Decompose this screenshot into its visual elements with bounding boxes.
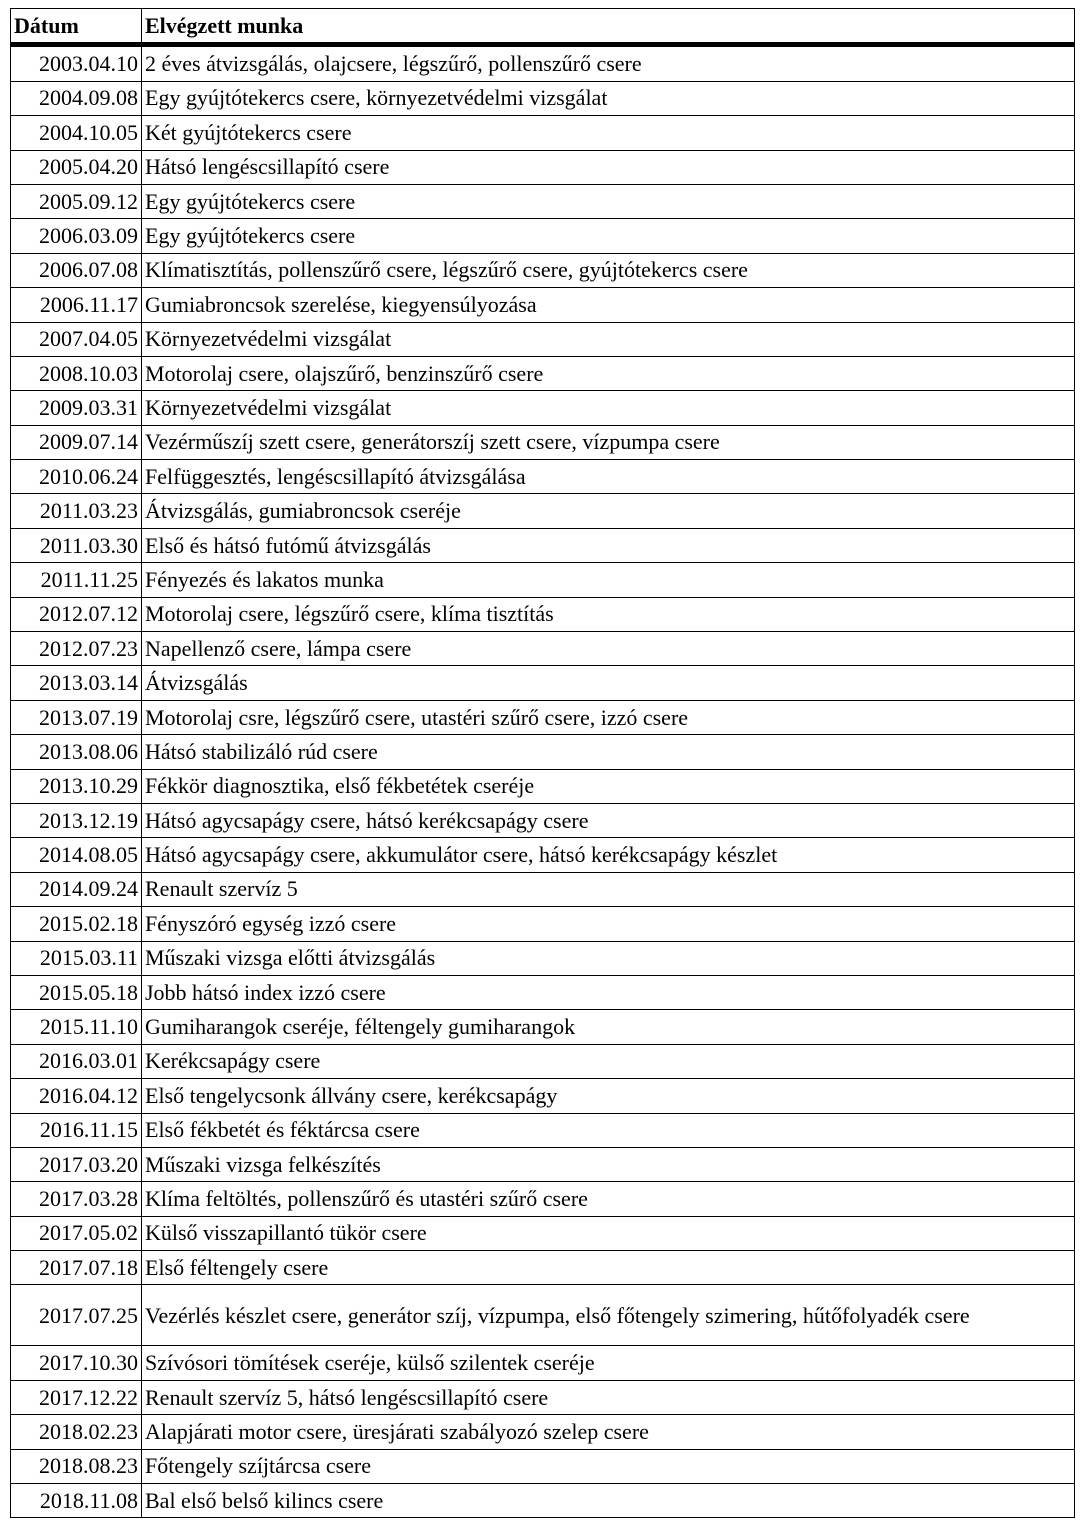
cell-work: Hátsó lengéscsillapító csere	[142, 150, 1075, 184]
cell-work: Főtengely szíjtárcsa csere	[142, 1449, 1075, 1483]
cell-work: Első fékbetét és féktárcsa csere	[142, 1113, 1075, 1147]
cell-work: Gumiabroncsok szerelése, kiegyensúlyozása	[142, 288, 1075, 322]
table-row	[11, 81, 1075, 115]
table-row	[11, 1044, 1075, 1078]
cell-work: Átvizsgálás, gumiabroncsok cseréje	[142, 494, 1075, 528]
cell-work: Klímatisztítás, pollenszűrő csere, légszűrő csere, gyújtótekercs csere	[142, 253, 1075, 287]
cell-date: 2006.03.09	[11, 219, 142, 253]
cell-work: Jobb hátsó index izzó csere	[142, 975, 1075, 1009]
table-row	[11, 1147, 1075, 1181]
table-row	[11, 735, 1075, 769]
cell-date: 2015.05.18	[11, 975, 142, 1009]
cell-date: 2017.07.25	[11, 1285, 142, 1346]
cell-date: 2013.03.14	[11, 666, 142, 700]
table-row	[11, 907, 1075, 941]
cell-work: Renault szervíz 5	[142, 872, 1075, 906]
cell-date: 2013.07.19	[11, 700, 142, 734]
cell-work: Bal első belső kilincs csere	[142, 1484, 1075, 1518]
table-row	[11, 1216, 1075, 1250]
cell-date: 2004.10.05	[11, 116, 142, 150]
cell-date: 2012.07.12	[11, 597, 142, 631]
table-row	[11, 632, 1075, 666]
table-row	[11, 460, 1075, 494]
cell-work: Környezetvédelmi vizsgálat	[142, 391, 1075, 425]
cell-work: Hátsó stabilizáló rúd csere	[142, 735, 1075, 769]
cell-work: Első féltengely csere	[142, 1251, 1075, 1285]
table-row	[11, 666, 1075, 700]
table-row	[11, 803, 1075, 837]
cell-work: Felfüggesztés, lengéscsillapító átvizsgálása	[142, 460, 1075, 494]
cell-work: Vezérlés készlet csere, generátor szíj, vízpumpa, első főtengely szimering, hűtőfolyadék csere	[142, 1285, 1075, 1346]
cell-date: 2011.11.25	[11, 563, 142, 597]
cell-work: Műszaki vizsga előtti átvizsgálás	[142, 941, 1075, 975]
cell-work: Vezérműszíj szett csere, generátorszíj szett csere, vízpumpa csere	[142, 425, 1075, 459]
cell-date: 2018.11.08	[11, 1484, 142, 1518]
table-row	[11, 1079, 1075, 1113]
cell-work: Fényezés és lakatos munka	[142, 563, 1075, 597]
cell-date: 2014.08.05	[11, 838, 142, 872]
cell-date: 2015.02.18	[11, 907, 142, 941]
cell-work: Gumiharangok cseréje, féltengely gumiharangok	[142, 1010, 1075, 1044]
table-row	[11, 1113, 1075, 1147]
cell-date: 2017.10.30	[11, 1346, 142, 1380]
cell-work: Motorolaj csere, légszűrő csere, klíma tisztítás	[142, 597, 1075, 631]
table-row	[11, 563, 1075, 597]
table-row	[11, 1484, 1075, 1518]
cell-work: Első és hátsó futómű átvizsgálás	[142, 528, 1075, 562]
header-work: Elvégzett munka	[142, 9, 1075, 45]
cell-work: 2 éves átvizsgálás, olajcsere, légszűrő, pollenszűrő csere	[142, 45, 1075, 81]
cell-date: 2003.04.10	[11, 45, 142, 81]
cell-work: Külső visszapillantó tükör csere	[142, 1216, 1075, 1250]
cell-work: Két gyújtótekercs csere	[142, 116, 1075, 150]
cell-date: 2017.12.22	[11, 1380, 142, 1414]
cell-work: Egy gyújtótekercs csere	[142, 184, 1075, 218]
table-header-row	[11, 9, 1075, 45]
cell-work: Napellenző csere, lámpa csere	[142, 632, 1075, 666]
cell-work: Fényszóró egység izzó csere	[142, 907, 1075, 941]
cell-work: Szívósori tömítések cseréje, külső szilentek cseréje	[142, 1346, 1075, 1380]
cell-date: 2004.09.08	[11, 81, 142, 115]
cell-work: Környezetvédelmi vizsgálat	[142, 322, 1075, 356]
cell-work: Klíma feltöltés, pollenszűrő és utastéri szűrő csere	[142, 1182, 1075, 1216]
table-row	[11, 1251, 1075, 1285]
cell-work: Átvizsgálás	[142, 666, 1075, 700]
table-row	[11, 700, 1075, 734]
cell-work: Renault szervíz 5, hátsó lengéscsillapító csere	[142, 1380, 1075, 1414]
cell-date: 2017.05.02	[11, 1216, 142, 1250]
cell-date: 2013.12.19	[11, 803, 142, 837]
table-row	[11, 45, 1075, 81]
cell-work: Hátsó agycsapágy csere, akkumulátor csere, hátsó kerékcsapágy készlet	[142, 838, 1075, 872]
cell-date: 2011.03.23	[11, 494, 142, 528]
table-row	[11, 1182, 1075, 1216]
table-row	[11, 391, 1075, 425]
table-row	[11, 769, 1075, 803]
cell-date: 2016.11.15	[11, 1113, 142, 1147]
table-row	[11, 150, 1075, 184]
table-row	[11, 356, 1075, 390]
cell-date: 2005.04.20	[11, 150, 142, 184]
cell-date: 2015.11.10	[11, 1010, 142, 1044]
table-body	[11, 45, 1075, 1518]
table-row	[11, 1285, 1075, 1346]
cell-work: Motorolaj csre, légszűrő csere, utastéri szűrő csere, izzó csere	[142, 700, 1075, 734]
table-row	[11, 494, 1075, 528]
cell-date: 2018.02.23	[11, 1415, 142, 1449]
cell-date: 2006.11.17	[11, 288, 142, 322]
cell-date: 2006.07.08	[11, 253, 142, 287]
table-row	[11, 975, 1075, 1009]
cell-work: Fékkör diagnosztika, első fékbetétek cseréje	[142, 769, 1075, 803]
table-row	[11, 1010, 1075, 1044]
cell-date: 2010.06.24	[11, 460, 142, 494]
cell-date: 2015.03.11	[11, 941, 142, 975]
table-row	[11, 597, 1075, 631]
cell-date: 2017.03.28	[11, 1182, 142, 1216]
cell-date: 2008.10.03	[11, 356, 142, 390]
cell-work: Egy gyújtótekercs csere	[142, 219, 1075, 253]
cell-work: Első tengelycsonk állvány csere, kerékcsapágy	[142, 1079, 1075, 1113]
table-row	[11, 1380, 1075, 1414]
service-history-table	[10, 8, 1075, 1518]
cell-work: Motorolaj csere, olajszűrő, benzinszűrő csere	[142, 356, 1075, 390]
cell-date: 2013.08.06	[11, 735, 142, 769]
table-row	[11, 941, 1075, 975]
cell-date: 2013.10.29	[11, 769, 142, 803]
table-row	[11, 838, 1075, 872]
cell-date: 2009.07.14	[11, 425, 142, 459]
cell-work: Hátsó agycsapágy csere, hátsó kerékcsapágy csere	[142, 803, 1075, 837]
table-row	[11, 1449, 1075, 1483]
table-row	[11, 322, 1075, 356]
table-row	[11, 872, 1075, 906]
cell-date: 2014.09.24	[11, 872, 142, 906]
table-row	[11, 528, 1075, 562]
cell-date: 2012.07.23	[11, 632, 142, 666]
table-row	[11, 253, 1075, 287]
cell-work: Egy gyújtótekercs csere, környezetvédelmi vizsgálat	[142, 81, 1075, 115]
table-row	[11, 1415, 1075, 1449]
cell-date: 2009.03.31	[11, 391, 142, 425]
cell-work: Kerékcsapágy csere	[142, 1044, 1075, 1078]
cell-date: 2016.03.01	[11, 1044, 142, 1078]
cell-work: Alapjárati motor csere, üresjárati szabályozó szelep csere	[142, 1415, 1075, 1449]
table-row	[11, 425, 1075, 459]
cell-date: 2018.08.23	[11, 1449, 142, 1483]
table-row	[11, 184, 1075, 218]
cell-date: 2016.04.12	[11, 1079, 142, 1113]
header-date: Dátum	[11, 9, 142, 45]
cell-date: 2011.03.30	[11, 528, 142, 562]
cell-work: Műszaki vizsga felkészítés	[142, 1147, 1075, 1181]
table-row	[11, 288, 1075, 322]
table-row	[11, 219, 1075, 253]
cell-date: 2017.07.18	[11, 1251, 142, 1285]
table-row	[11, 1346, 1075, 1380]
cell-date: 2007.04.05	[11, 322, 142, 356]
cell-date: 2017.03.20	[11, 1147, 142, 1181]
table-row	[11, 116, 1075, 150]
cell-date: 2005.09.12	[11, 184, 142, 218]
